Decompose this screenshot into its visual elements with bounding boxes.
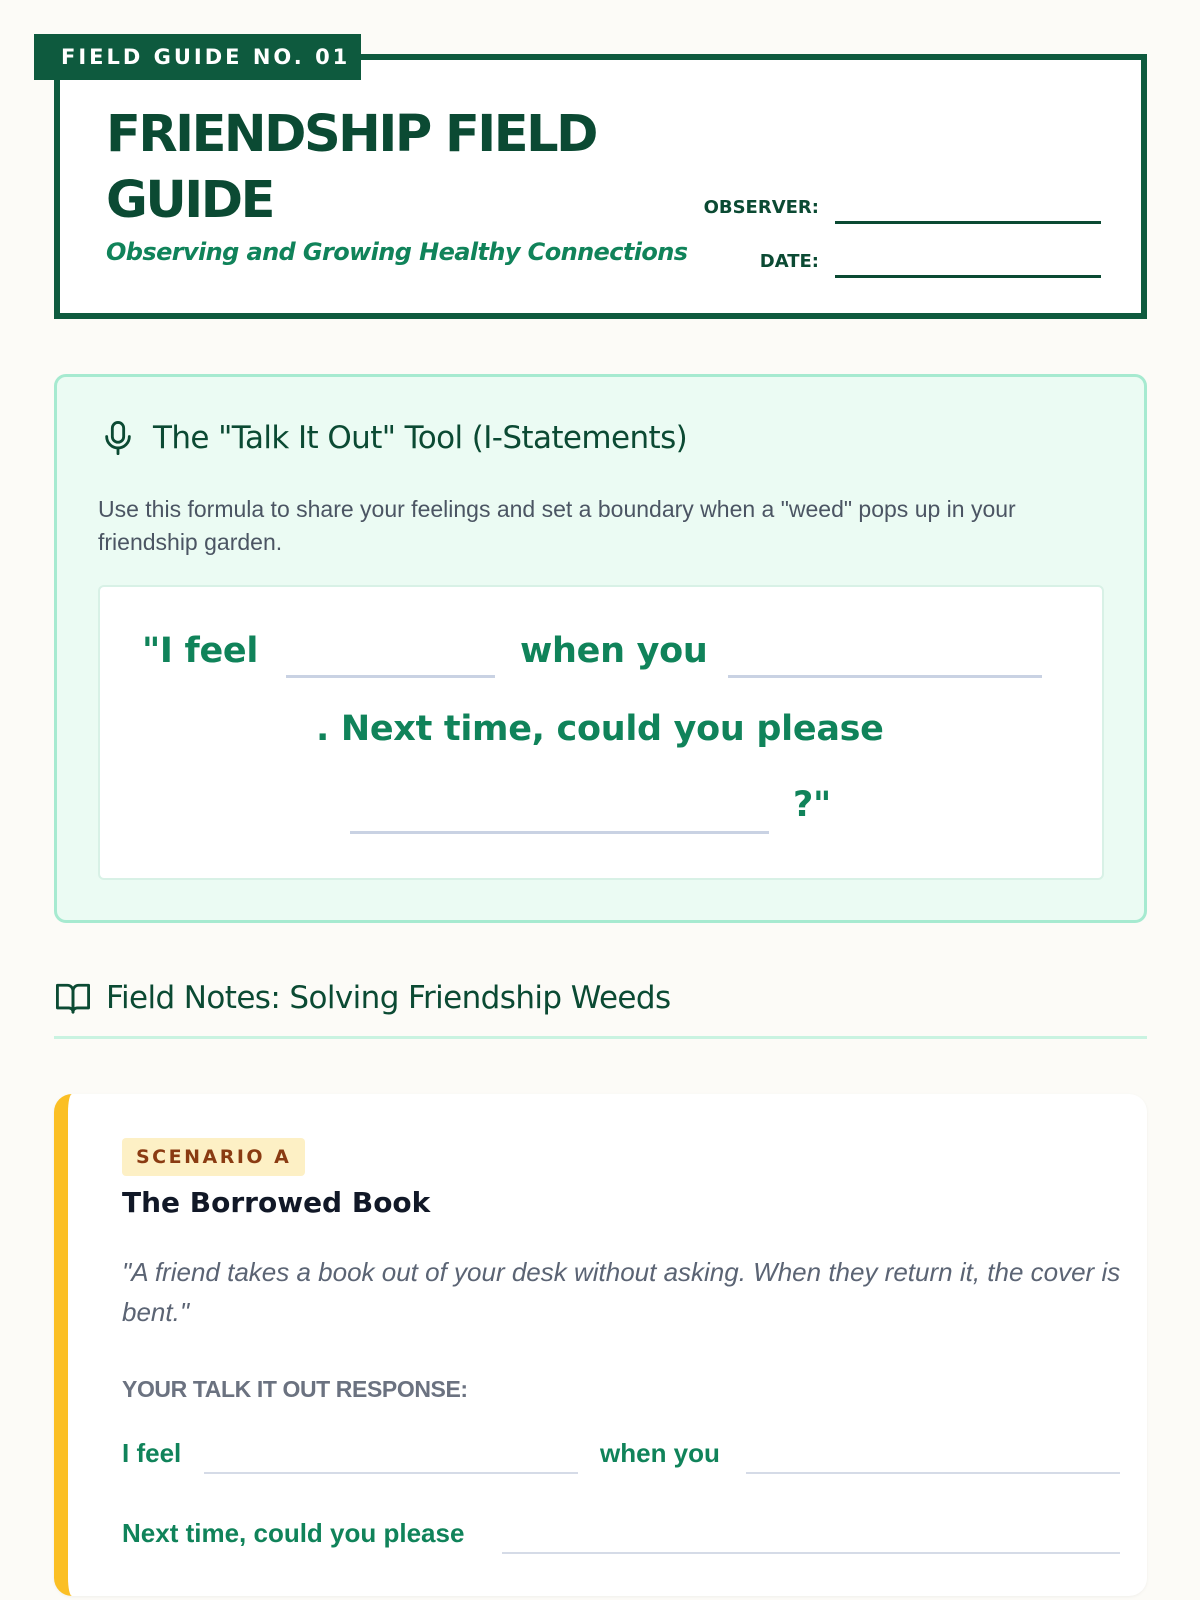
microphone-icon	[101, 419, 135, 457]
field-notes-title: Field Notes: Solving Friendship Weeds	[106, 980, 671, 1016]
talk-it-out-description: Use this formula to share your feelings and set a boundary when a "weed" pops up in your friendship garden.	[98, 496, 1016, 555]
talk-it-out-heading	[101, 419, 687, 457]
response-label: YOUR TALK IT OUT RESPONSE:	[122, 1376, 468, 1402]
response-feeling-field[interactable]	[204, 1472, 578, 1474]
field-notes-heading	[54, 980, 671, 1016]
page-subtitle: Observing and Growing Healthy Connections	[106, 238, 688, 266]
scenario-title: The Borrowed Book	[122, 1186, 431, 1219]
field-guide-tab: FIELD GUIDE NO. 01	[34, 34, 361, 80]
formula-closing: ?"	[793, 785, 831, 825]
formula-action-blank[interactable]	[728, 675, 1042, 678]
talk-it-out-card	[54, 374, 1147, 923]
book-open-icon	[54, 981, 92, 1015]
scenario-quote: "A friend takes a book out of your desk without asking. When they return it, the cover is bent."	[122, 1257, 1121, 1327]
observer-label: OBSERVER:	[703, 197, 819, 218]
response-action-field[interactable]	[746, 1472, 1120, 1474]
header-card	[54, 54, 1147, 319]
formula-feeling-blank[interactable]	[286, 675, 495, 678]
response-request-field[interactable]	[502, 1552, 1120, 1554]
formula-next-time: . Next time, could you please	[316, 709, 884, 749]
scenario-card	[54, 1094, 1147, 1596]
formula-i-feel: "I feel	[142, 631, 259, 671]
response-next-time: Next time, could you please	[122, 1518, 465, 1548]
date-field[interactable]	[835, 244, 1101, 278]
response-i-feel: I feel	[122, 1438, 182, 1468]
i-statement-formula	[98, 585, 1104, 880]
scenario-badge: SCENARIO A	[122, 1138, 305, 1176]
talk-it-out-title: The "Talk It Out" Tool (I-Statements)	[153, 420, 688, 456]
date-label: DATE:	[759, 251, 819, 272]
formula-when-you: when you	[520, 631, 708, 671]
formula-request-blank[interactable]	[350, 831, 769, 834]
observer-row	[704, 190, 1101, 224]
observer-field[interactable]	[835, 190, 1101, 224]
response-when-you: when you	[600, 1438, 720, 1468]
date-row	[760, 244, 1101, 278]
field-notes-divider	[54, 1036, 1147, 1039]
page-title: FRIENDSHIP FIELD GUIDE	[106, 105, 596, 230]
